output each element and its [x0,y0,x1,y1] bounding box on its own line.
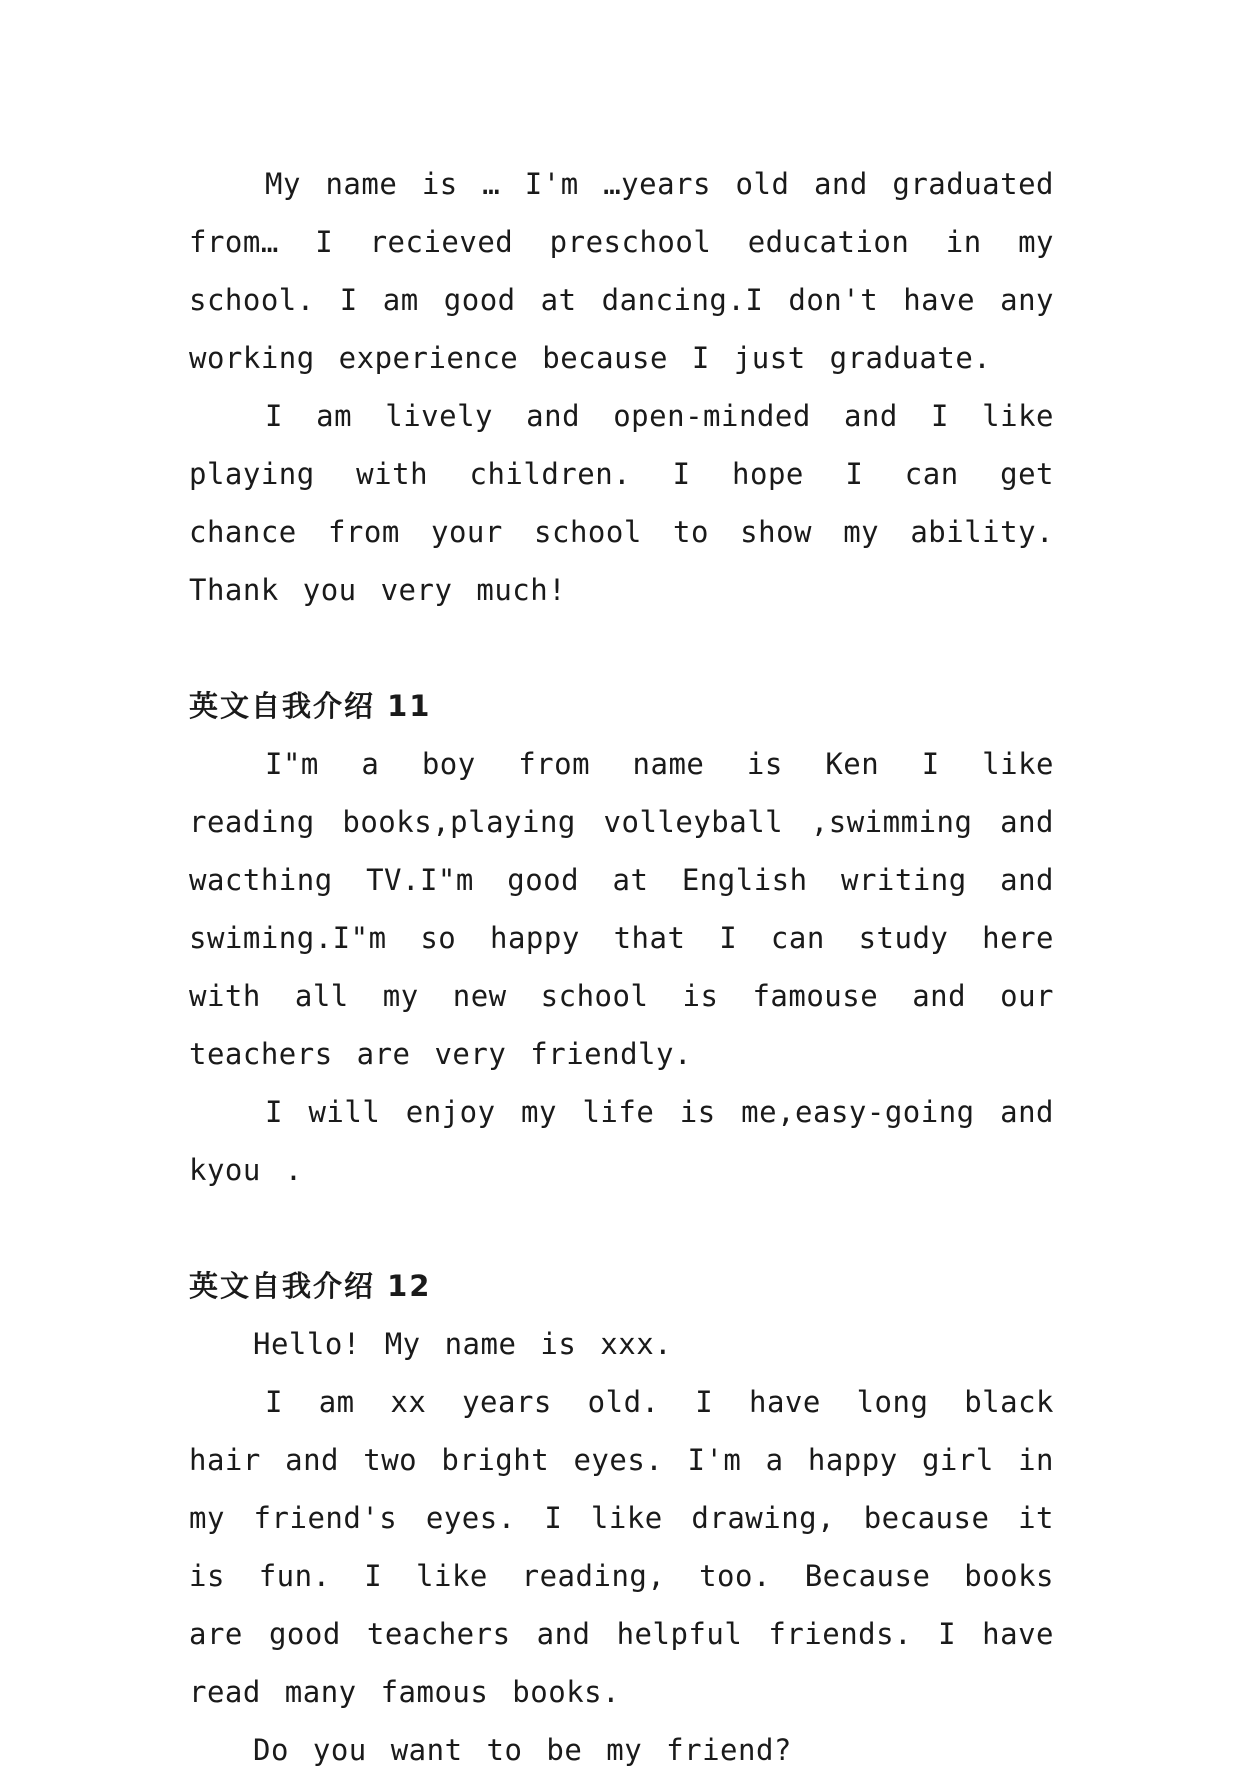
paragraph: Do you want to be my friend? [253,1733,792,1767]
paragraph: I will enjoy my life is me,easy-going and kyou . [189,1095,1054,1187]
section-gap [189,619,1054,677]
section-gap [189,1199,1054,1257]
paragraph: I am xx years old. I have long black hair and two bright eyes. I'm a happy girl in my friend's eyes. I like drawing, because it is fun. I like reading, too. Because books are good teachers and helpful friends. I have read many famous books. [189,1385,1054,1709]
paragraph: I"m a boy from name is Ken I like reading books,playing volleyball ,swimming and wacthing TV.I"m good at English writing and swiming.I"m so happy that I can study here with all my new school is famouse and our teachers are very friendly. [189,747,1054,1071]
paragraph: Hello! My name is xxx. [253,1327,673,1361]
paragraph: My name is … I'm …years old and graduated from… I recieved preschool education in my school. I am good at dancing.I don't have any working experience because I just graduate. [189,167,1054,375]
paragraph: I am lively and open-minded and I like playing with children. I hope I can get chance from your school to show my ability. Thank you very much! [189,399,1054,607]
section-heading: 英文自我介绍 11 [189,689,432,723]
document-page [189,155,1054,1779]
section-heading: 英文自我介绍 12 [189,1269,432,1303]
